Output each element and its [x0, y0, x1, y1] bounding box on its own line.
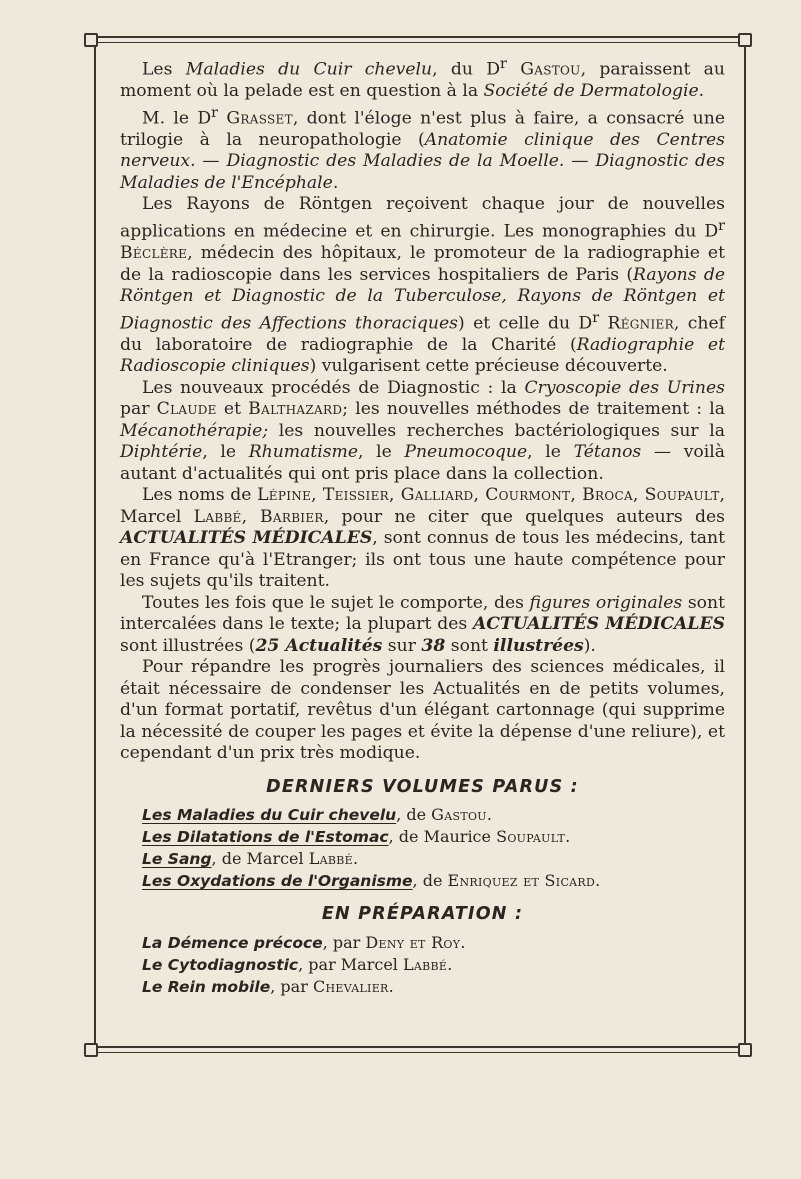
book-entry: Le Rein mobile, par Chevalier. — [142, 976, 394, 996]
book-entry: Les Dilatations de l'Estomac, de Maurice Soupault. — [142, 827, 571, 847]
paragraph-grasset: M. le $D^r$ Grasset, dont l'éloge n'est plus à faire, a consacré une trilogie à la neuropathologie (Anatomie clinique des Centres nerveux. — Diagnostic des Maladies de la Moelle. — Diagnostic des Maladies de l'Encéphale. — [120, 104, 725, 193]
derniers-volumes-list — [120, 804, 725, 892]
corner-ornament-icon — [84, 33, 98, 47]
preparation-heading: EN PRÉPARATION : — [321, 904, 524, 925]
corner-ornament-icon — [84, 1043, 98, 1057]
book-entry: Le Cytodiagnostic, par Marcel Labbé. — [142, 954, 453, 974]
book-entry: Les Oxydations de l'Organisme, de Enriquez et Sicard. — [142, 871, 601, 891]
paragraph-auteurs: Les noms de Lépine, Teissier, Galliard, Courmont, Broca, Soupault, Marcel Labbé, Barbier, pour ne citer que quelques auteurs des ACTUALITÉS MÉDICALES, sont connus de tous les médecins, tant en France qu'à l'Etranger; ils ont tous une haute compétence pour les sujets qu'ils traitent. — [120, 485, 725, 592]
page-content — [120, 54, 725, 998]
corner-ornament-icon — [738, 33, 752, 47]
paragraph-cuir-chevelu: Les Maladies du Cuir chevelu, du $D^r$ Gastou, paraissent au moment où la pelade est en question à la Société de Dermatologie. — [120, 56, 725, 102]
book-entry: La Démence précoce, par Deny et Roy. — [142, 932, 466, 952]
book-entry: Le Sang, de Marcel Labbé. — [142, 849, 359, 869]
book-entry: Les Maladies du Cuir chevelu, de Gastou. — [142, 805, 492, 825]
preparation-list — [120, 932, 725, 998]
corner-ornament-icon — [738, 1043, 752, 1057]
paragraph-diagnostic: Les nouveaux procédés de Diagnostic : la Cryoscopie des Urines par Claude et Balthazard; les nouvelles méthodes de traitement : la Mécanothérapie; les nouvelles recherches bactériologiques sur la Diphtérie, le Rhumatisme, le Pneumocoque, le Tétanos — voilà autant d'actualités qui ont pris place dans la collection. — [120, 377, 726, 484]
derniers-volumes-heading: DERNIERS VOLUMES PARUS : — [266, 776, 579, 797]
paragraph-format: Pour répandre les progrès journaliers des sciences médicales, il était nécessaire de condenser les Actualités en de petits volumes, d'un format portatif, revêtus d'un élégant cartonnage (qui supprime la nécessité de couper les pages et évite la dépense d'une reliure), et cependant d'un prix très modique. — [120, 657, 725, 764]
paragraph-figures: Toutes les fois que le sujet le comporte, des figures originales sont intercalées dans le texte; la plupart des ACTUALITÉS MÉDICALES sont illustrées (25 Actualités sur 38 sont illustrées). — [120, 592, 725, 656]
paragraph-rontgen: Les Rayons de Röntgen reçoivent chaque jour de nouvelles applications en médecine et en chirurgie. Les monographies du $D^r$ Béclère, médecin des hôpitaux, le promoteur de la radiographie et de la radioscopie dans les services hospitaliers de Paris (Rayons de Röntgen et Diagnostic de la Tuberculose, Rayons de Röntgen et Diagnostic des Affections thoraciques) et celle du $D^r$ Régnier, chef du laboratoire de radiographie de la Charité (Radiographie et Radioscopie cliniques) vulgarisent cette précieuse découverte. — [120, 194, 726, 377]
bottom-border-rule — [84, 1046, 752, 1053]
